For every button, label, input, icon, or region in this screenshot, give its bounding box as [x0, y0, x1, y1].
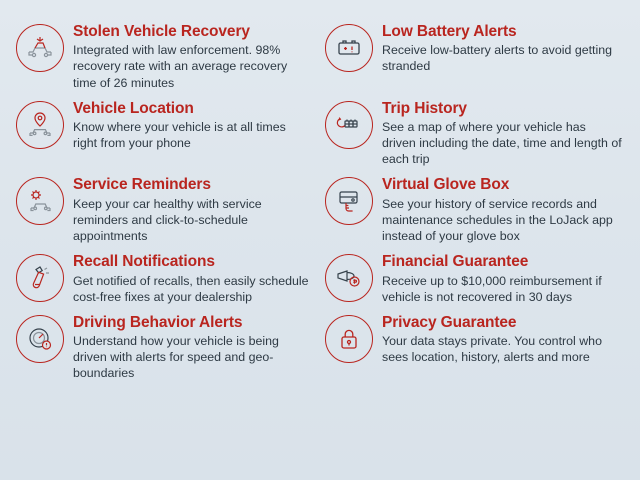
feature-description: Get notified of recalls, then easily schedule cost-free fixes at your dealership — [73, 273, 309, 304]
feature-text — [73, 99, 313, 152]
low-battery-alerts-icon — [325, 24, 373, 72]
driving-behavior-alerts-icon — [16, 315, 64, 363]
feature-title: Privacy Guarantee — [382, 313, 517, 331]
virtual-glove-box-icon — [325, 177, 373, 225]
feature-description: Your data stays private. You control who sees location, history, alerts and more — [382, 334, 602, 365]
privacy-guarantee-icon — [325, 315, 373, 363]
feature-item-service-reminders — [16, 175, 315, 244]
feature-title: Vehicle Location — [73, 99, 194, 117]
service-reminders-icon — [16, 177, 64, 225]
feature-item-virtual-glove-box — [325, 175, 624, 244]
feature-title: Trip History — [382, 99, 467, 117]
feature-title: Driving Behavior Alerts — [73, 313, 243, 331]
feature-description: Receive up to $10,000 reimbursement if vehicle is not recovered in 30 days — [382, 273, 602, 304]
feature-description: See your history of service records and maintenance schedules in the LoJack app instead of your glove box — [382, 196, 613, 244]
feature-text — [73, 175, 313, 244]
feature-text — [73, 313, 313, 382]
feature-title: Financial Guarantee — [382, 253, 529, 271]
feature-text — [73, 252, 313, 305]
feature-title: Low Battery Alerts — [382, 23, 517, 40]
feature-description: See a map of where your vehicle has driven including the date, time and length of each trip — [382, 120, 622, 167]
feature-item-trip-history — [325, 99, 624, 168]
financial-guarantee-icon — [325, 254, 373, 302]
recall-notifications-icon — [16, 254, 64, 302]
feature-grid — [16, 22, 624, 466]
feature-description: Keep your car healthy with service reminders and click-to-schedule appointments — [73, 196, 262, 244]
feature-item-financial-guarantee — [325, 252, 624, 305]
feature-description: Receive low-battery alerts to avoid getting stranded — [382, 43, 613, 74]
feature-title: Service Reminders — [73, 176, 211, 194]
feature-text — [382, 175, 622, 244]
feature-item-vehicle-location — [16, 99, 315, 168]
feature-title: Virtual Glove Box — [382, 176, 510, 194]
feature-description: Understand how your vehicle is being driven with alerts for speed and geo-boundaries — [73, 334, 279, 381]
feature-text — [382, 252, 622, 305]
feature-item-low-battery-alerts — [325, 22, 624, 91]
feature-description: Integrated with law enforcement. 98% recovery rate with an average recovery time of 26 minutes — [73, 43, 288, 90]
feature-item-privacy-guarantee — [325, 313, 624, 382]
feature-description: Know where your vehicle is at all times right from your phone — [73, 120, 286, 151]
feature-item-driving-behavior-alerts — [16, 313, 315, 382]
feature-item-recall-notifications — [16, 252, 315, 305]
stolen-vehicle-recovery-icon — [16, 24, 64, 72]
feature-item-stolen-vehicle-recovery — [16, 22, 315, 91]
feature-title: Stolen Vehicle Recovery — [73, 23, 250, 40]
feature-text — [382, 22, 622, 75]
trip-history-icon — [325, 101, 373, 149]
feature-text — [73, 22, 313, 91]
feature-text — [382, 99, 622, 168]
feature-title: Recall Notifications — [73, 253, 215, 271]
vehicle-location-icon — [16, 101, 64, 149]
feature-text — [382, 313, 622, 366]
